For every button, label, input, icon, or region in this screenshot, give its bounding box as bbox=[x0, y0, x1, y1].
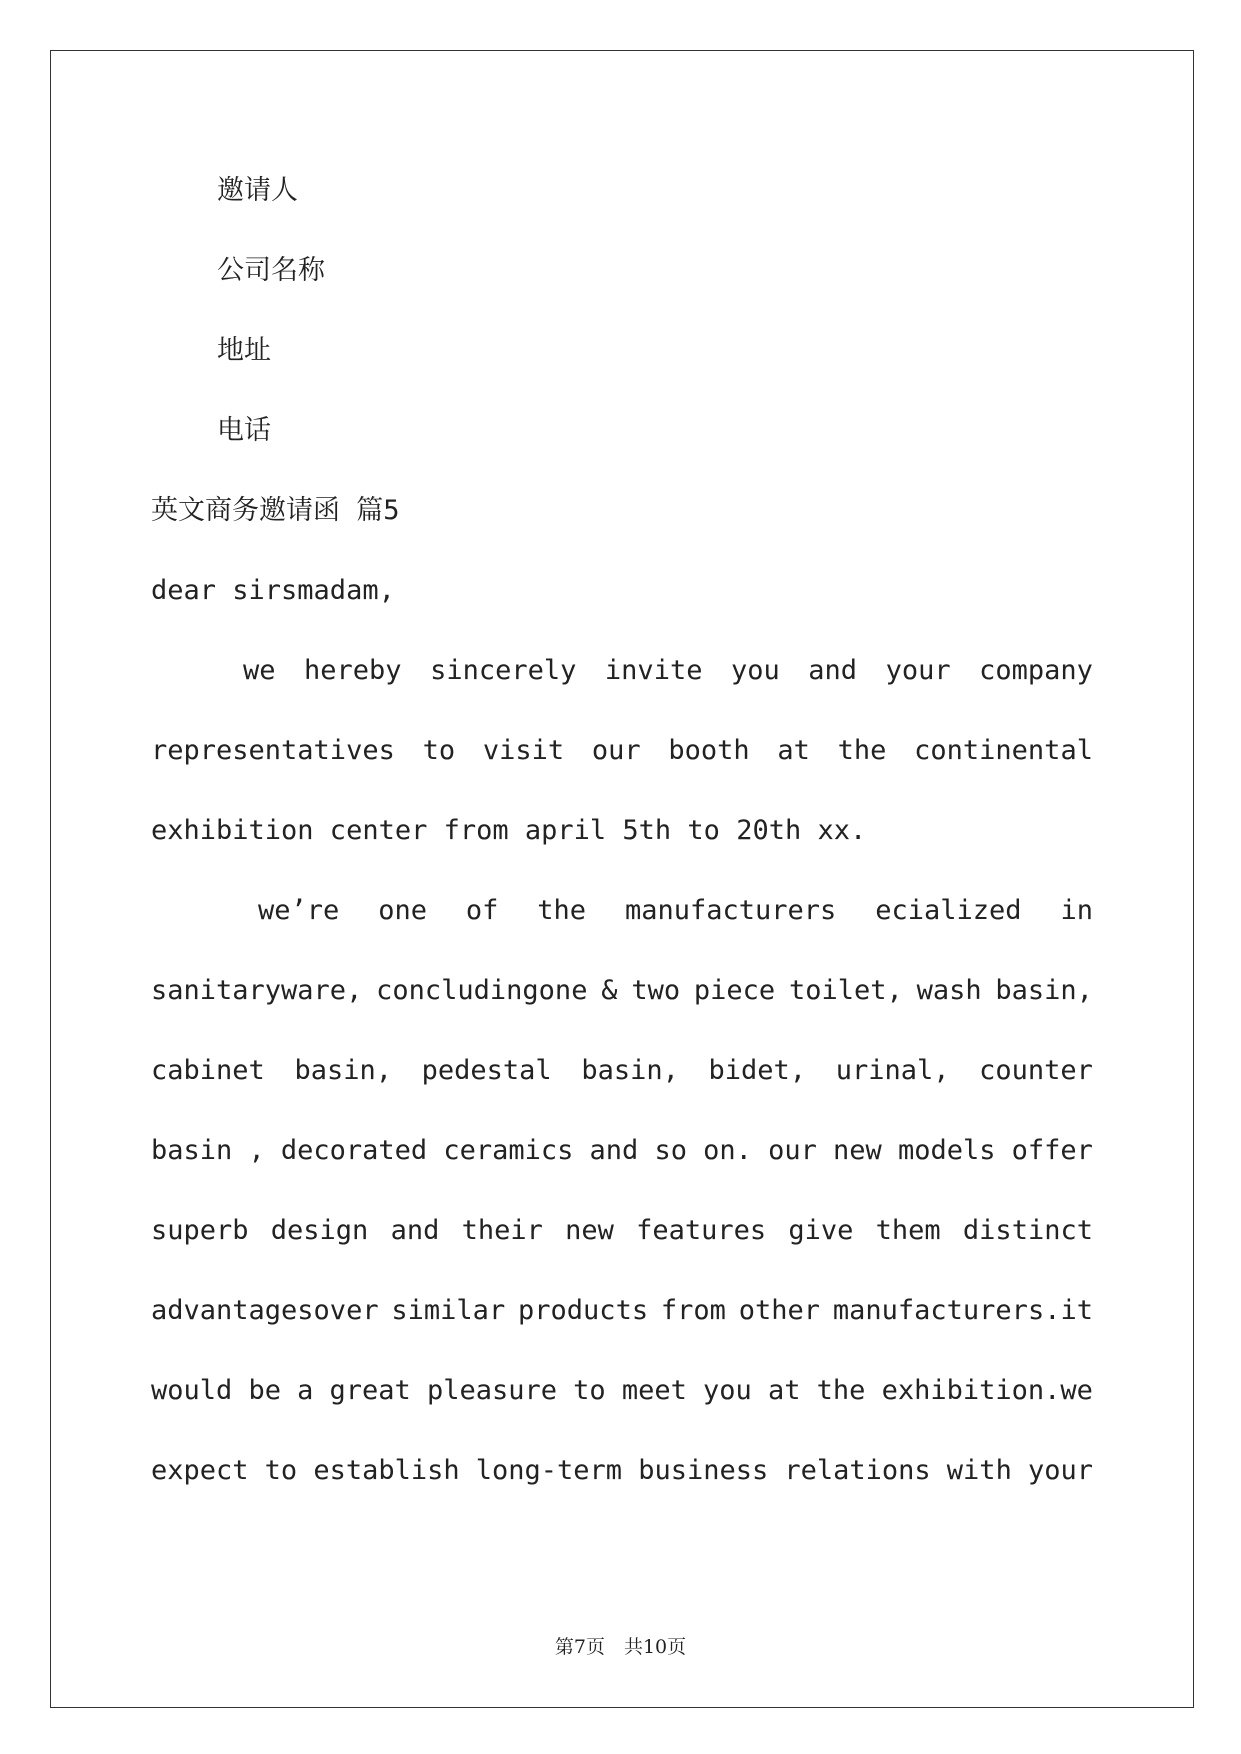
body-word: new bbox=[565, 1215, 614, 1246]
label-phone: 电话 bbox=[217, 415, 271, 446]
body-word: we bbox=[243, 655, 276, 686]
body-word: be bbox=[248, 1375, 281, 1406]
body-word: basin, bbox=[294, 1055, 392, 1086]
body-word: and bbox=[808, 655, 858, 686]
body-line bbox=[151, 1373, 1093, 1409]
body-word: exhibition.we bbox=[881, 1375, 1093, 1406]
body-word: great bbox=[329, 1375, 411, 1406]
body-word: cabinet bbox=[151, 1055, 265, 1086]
body-word: invite bbox=[604, 655, 703, 686]
body-line bbox=[151, 1213, 1093, 1249]
body-word: to bbox=[422, 735, 456, 766]
body-word: booth bbox=[668, 735, 750, 766]
body-word: in bbox=[1060, 895, 1093, 926]
body-word: at bbox=[767, 1375, 801, 1406]
body-word: toilet, bbox=[788, 975, 903, 1006]
body-word: establish bbox=[313, 1455, 460, 1486]
body-word: them bbox=[875, 1215, 941, 1246]
body-word: one bbox=[378, 895, 427, 926]
body-word: expect bbox=[151, 1455, 249, 1486]
body-word: you bbox=[703, 1375, 752, 1406]
body-word: basin, bbox=[581, 1055, 679, 1086]
body-word: meet bbox=[621, 1375, 687, 1406]
section-title: 英文商务邀请函 篇5 bbox=[151, 495, 400, 526]
body-word: our bbox=[768, 1135, 817, 1166]
body-word: the bbox=[537, 895, 587, 926]
body-word: give bbox=[788, 1215, 854, 1246]
body-word: representatives bbox=[151, 735, 395, 766]
body-word: on. bbox=[703, 1135, 752, 1166]
body-line bbox=[151, 1133, 1093, 1169]
body-word: hereby bbox=[304, 655, 402, 686]
body-word: the bbox=[837, 735, 887, 766]
body-line bbox=[151, 1293, 1093, 1329]
body-word: pleasure bbox=[426, 1375, 558, 1406]
body-word: distinct bbox=[962, 1215, 1093, 1246]
body-word: your bbox=[885, 655, 951, 686]
body-line: exhibition center from april 5th to 20th xx. bbox=[151, 815, 867, 846]
body-word: piece bbox=[693, 975, 776, 1006]
body-word: you bbox=[730, 655, 780, 686]
body-word: wash bbox=[916, 975, 982, 1006]
body-word: continental bbox=[914, 735, 1093, 766]
body-word: so bbox=[654, 1135, 687, 1166]
body-word: and bbox=[390, 1215, 440, 1246]
body-word: & bbox=[601, 975, 618, 1006]
body-word: at bbox=[777, 735, 810, 766]
body-word: counter bbox=[979, 1055, 1093, 1086]
body-word: and bbox=[589, 1135, 639, 1166]
body-word: manufacturers.it bbox=[832, 1295, 1093, 1326]
body-word: sanitaryware, bbox=[151, 975, 363, 1006]
body-word: , bbox=[248, 1135, 265, 1166]
body-word: relations bbox=[784, 1455, 931, 1486]
body-word: basin bbox=[151, 1135, 233, 1166]
body-word: features bbox=[636, 1215, 767, 1246]
body-word: urinal, bbox=[835, 1055, 950, 1086]
body-word: our bbox=[591, 735, 641, 766]
body-word: the bbox=[816, 1375, 866, 1406]
body-word: ecialized bbox=[875, 895, 1022, 926]
body-word: products bbox=[518, 1295, 649, 1326]
body-line bbox=[258, 893, 1093, 929]
body-word: offer bbox=[1011, 1135, 1093, 1166]
body-word: to bbox=[573, 1375, 606, 1406]
body-word: new bbox=[833, 1135, 882, 1166]
body-word: long-term bbox=[475, 1455, 623, 1486]
body-word: bidet, bbox=[708, 1055, 807, 1086]
body-word: of bbox=[465, 895, 499, 926]
label-company-name: 公司名称 bbox=[217, 255, 325, 286]
body-word: superb bbox=[151, 1215, 249, 1246]
body-word: with bbox=[946, 1455, 1012, 1486]
body-word: visit bbox=[482, 735, 565, 766]
body-line bbox=[243, 653, 1093, 689]
body-word: concludingone bbox=[376, 975, 588, 1006]
body-word: decorated bbox=[280, 1135, 428, 1166]
body-word: ceramics bbox=[443, 1135, 574, 1166]
body-word: your bbox=[1027, 1455, 1093, 1486]
label-address: 地址 bbox=[217, 335, 271, 366]
body-word: basin, bbox=[995, 975, 1093, 1006]
label-inviter: 邀请人 bbox=[217, 175, 298, 206]
body-word: sincerely bbox=[430, 655, 577, 686]
body-word: from bbox=[660, 1295, 726, 1326]
body-word: a bbox=[297, 1375, 314, 1406]
body-word: we’re bbox=[258, 895, 340, 926]
body-line bbox=[151, 1053, 1093, 1089]
body-word: to bbox=[264, 1455, 298, 1486]
body-word: design bbox=[270, 1215, 369, 1246]
body-word: pedestal bbox=[421, 1055, 552, 1086]
body-word: business bbox=[638, 1455, 769, 1486]
body-word: company bbox=[979, 655, 1093, 686]
body-word: manufacturers bbox=[624, 895, 837, 926]
salutation: dear sirsmadam, bbox=[151, 575, 395, 606]
body-word: advantagesover bbox=[151, 1295, 379, 1326]
body-word: other bbox=[738, 1295, 821, 1326]
body-word: would bbox=[151, 1375, 233, 1406]
body-line bbox=[151, 1453, 1093, 1489]
body-line bbox=[151, 973, 1093, 1009]
body-word: their bbox=[461, 1215, 543, 1246]
body-word: two bbox=[631, 975, 681, 1006]
page-footer: 第7页 共10页 bbox=[554, 1636, 687, 1658]
body-word: models bbox=[897, 1135, 996, 1166]
body-line bbox=[151, 733, 1093, 769]
body-word: similar bbox=[391, 1295, 506, 1326]
